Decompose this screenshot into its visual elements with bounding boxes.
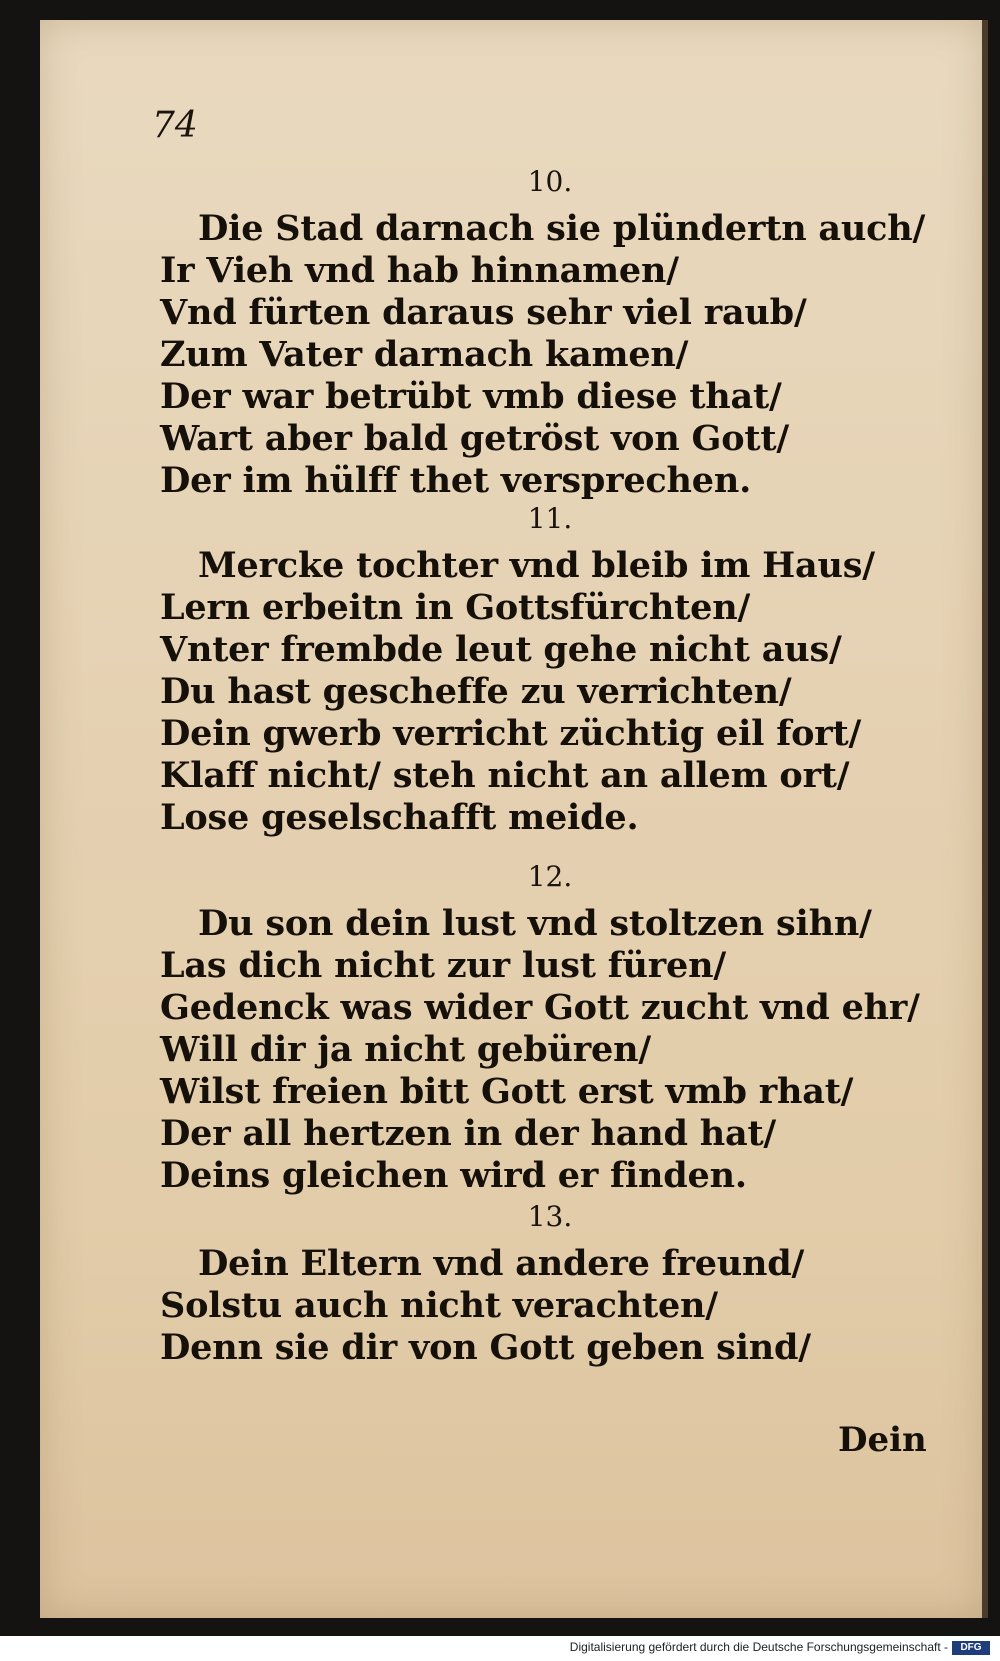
verse-line: Vnd fürten daraus sehr viel raub/ [160, 292, 807, 333]
verse-line: Deins gleichen wird er finden. [160, 1155, 747, 1196]
dfg-logo: DFG [952, 1641, 990, 1655]
verse-line: Der war betrübt vmb diese that/ [160, 376, 782, 417]
verse-line: Vnter frembde leut gehe nicht aus/ [160, 629, 842, 670]
verse-line: Die Stad darnach sie plündertn auch/ [198, 208, 926, 249]
verse-line: Ir Vieh vnd hab hinnamen/ [160, 250, 679, 291]
page-edge [982, 20, 988, 1618]
verse-line: Wart aber bald getröst von Gott/ [160, 418, 789, 459]
verse-line: Mercke tochter vnd bleib im Haus/ [198, 545, 875, 586]
verse-line: Du son dein lust vnd stoltzen sihn/ [198, 903, 872, 944]
verse-line: Gedenck was wider Gott zucht vnd ehr/ [160, 987, 920, 1028]
verse-line: Der im hülff thet versprechen. [160, 460, 752, 501]
verse-line: Du hast gescheffe zu verrichten/ [160, 671, 792, 712]
verse-line: Wilst freien bitt Gott erst vmb rhat/ [160, 1071, 854, 1112]
catchword: Dein [838, 1420, 927, 1460]
verse-line: Lose geselschafft meide. [160, 797, 639, 838]
verse-line: Denn sie dir von Gott geben sind/ [160, 1327, 811, 1368]
stanza-number-11: 11. [527, 502, 573, 535]
verse-line: Klaff nicht/ steh nicht an allem ort/ [160, 755, 850, 796]
verse-line: Solstu auch nicht verachten/ [160, 1285, 718, 1326]
verse-line: Las dich nicht zur lust füren/ [160, 945, 726, 986]
stanza-number-12: 12. [527, 860, 573, 893]
verse-line: Dein Eltern vnd andere freund/ [198, 1243, 805, 1284]
verse-line: Dein gwerb verricht züchtig eil fort/ [160, 713, 862, 754]
digitization-credit: Digitalisierung gefördert durch die Deutsche Forschungsgemeinschaft - [569, 1640, 948, 1654]
verse-line: Will dir ja nicht gebüren/ [160, 1029, 651, 1070]
verse-line: Der all hertzen in der hand hat/ [160, 1113, 776, 1154]
stanza-number-10: 10. [527, 165, 573, 198]
stanza-number-13: 13. [527, 1200, 573, 1233]
verse-line: Lern erbeitn in Gottsfürchten/ [160, 587, 751, 628]
verse-line: Zum Vater darnach kamen/ [160, 334, 689, 375]
page-number: 74 [152, 105, 198, 146]
